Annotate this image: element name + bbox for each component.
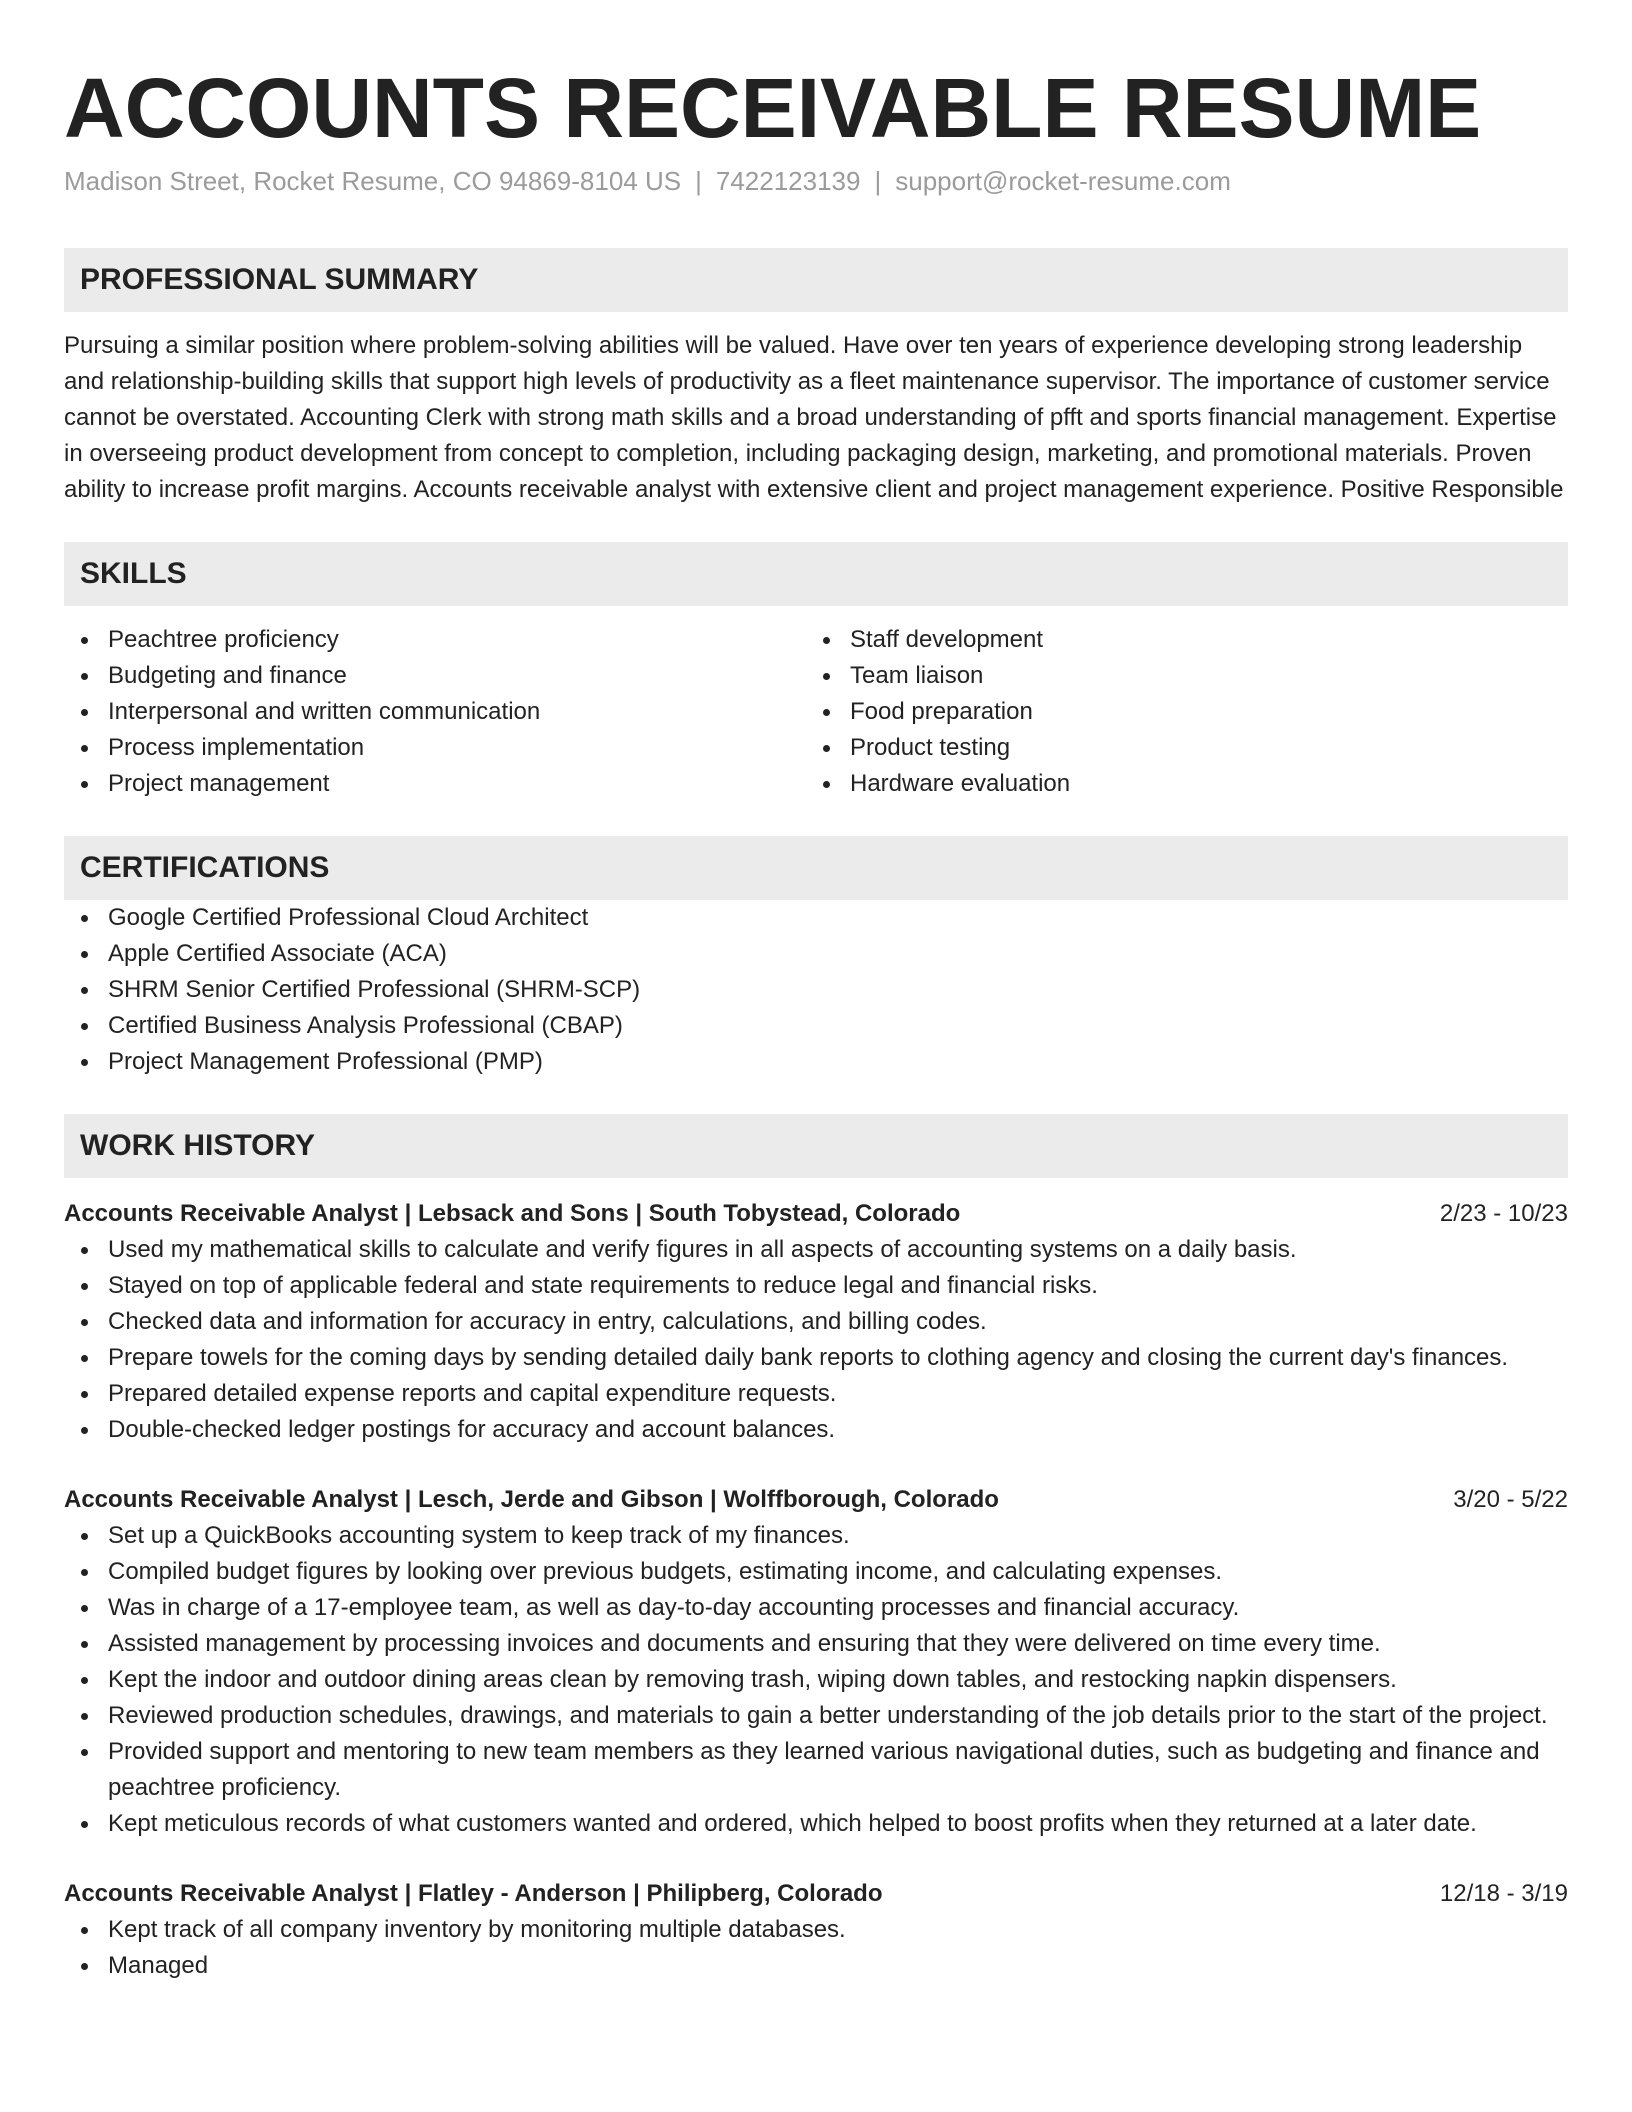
skill-item: Hardware evaluation bbox=[806, 766, 1548, 802]
work-history-section bbox=[64, 1114, 1568, 1984]
job-header bbox=[64, 1196, 1568, 1232]
job-duty-item: Kept track of all company inventory by monitoring multiple databases. bbox=[64, 1912, 1568, 1948]
job-duties-list bbox=[64, 1912, 1568, 1984]
resume-title: ACCOUNTS RECEIVABLE RESUME bbox=[64, 61, 1482, 155]
job-header bbox=[64, 1482, 1568, 1518]
job-dates: 12/18 - 3/19 bbox=[1439, 1880, 1568, 1907]
job-duty-item: Double-checked ledger postings for accuracy and account balances. bbox=[64, 1412, 1568, 1448]
skill-item: Interpersonal and written communication bbox=[64, 694, 806, 730]
certification-item: SHRM Senior Certified Professional (SHRM-SCP) bbox=[64, 972, 1568, 1008]
skill-item: Team liaison bbox=[806, 658, 1548, 694]
skill-item: Product testing bbox=[806, 730, 1548, 766]
section-heading-summary: PROFESSIONAL SUMMARY bbox=[64, 248, 1568, 312]
job-duty-item: Compiled budget figures by looking over previous budgets, estimating income, and calculating expenses. bbox=[64, 1554, 1568, 1590]
summary-text: Pursuing a similar position where problem-solving abilities will be valued. Have over ten years of experience developing strong leadership and relationship-building skills that support high levels of productivity as a fleet maintenance supervisor. The importance of customer service cannot be overstated. Accounting Clerk with strong math skills and a broad understanding of pfft and sports financial management. Expertise in overseeing product development from concept to completion, including packaging design, marketing, and promotional materials. Proven ability to increase profit margins. Accounts receivable analyst with extensive client and project management experience. Positive Responsible bbox=[64, 332, 1564, 503]
skill-item: Budgeting and finance bbox=[64, 658, 806, 694]
certification-item: Apple Certified Associate (ACA) bbox=[64, 936, 1568, 972]
job-dates: 2/23 - 10/23 bbox=[1439, 1200, 1568, 1227]
contact-separator: | bbox=[695, 166, 702, 196]
job-duty-item: Prepare towels for the coming days by sending detailed daily bank reports to clothing agency and closing the current day's finances. bbox=[64, 1340, 1568, 1376]
job-duty-item: Provided support and mentoring to new team members as they learned various navigational duties, such as budgeting and finance and peachtree proficiency. bbox=[64, 1734, 1568, 1806]
skill-item: Peachtree proficiency bbox=[64, 622, 806, 658]
section-heading-work-history: WORK HISTORY bbox=[64, 1114, 1568, 1178]
job-duty-item: Kept the indoor and outdoor dining areas clean by removing trash, wiping down tables, and restocking napkin dispensers. bbox=[64, 1662, 1568, 1698]
job-duty-item: Was in charge of a 17-employee team, as well as day-to-day accounting processes and financial accuracy. bbox=[64, 1590, 1568, 1626]
resume-page bbox=[64, 0, 1568, 1984]
job-duty-item: Stayed on top of applicable federal and state requirements to reduce legal and financial risks. bbox=[64, 1268, 1568, 1304]
job-duty-item: Checked data and information for accuracy in entry, calculations, and billing codes. bbox=[64, 1304, 1568, 1340]
job-entry bbox=[64, 1196, 1568, 1448]
certifications-section bbox=[64, 836, 1568, 1080]
certification-item: Google Certified Professional Cloud Architect bbox=[64, 900, 1568, 936]
section-heading-certifications: CERTIFICATIONS bbox=[64, 836, 1568, 900]
skills-left-column bbox=[64, 622, 806, 802]
job-dates: 3/20 - 5/22 bbox=[1453, 1486, 1568, 1513]
job-entry bbox=[64, 1482, 1568, 1842]
job-duty-item: Prepared detailed expense reports and capital expenditure requests. bbox=[64, 1376, 1568, 1412]
job-entry bbox=[64, 1876, 1568, 1984]
contact-separator: | bbox=[874, 166, 882, 196]
certifications-list bbox=[64, 900, 1568, 1080]
skill-item: Project management bbox=[64, 766, 806, 802]
job-duties-list bbox=[64, 1232, 1568, 1448]
job-duty-item: Assisted management by processing invoices and documents and ensuring that they were delivered on time every time. bbox=[64, 1626, 1568, 1662]
job-title: Accounts Receivable Analyst | Flatley - Anderson | Philipberg, Colorado bbox=[64, 1880, 883, 1907]
skill-item: Staff development bbox=[806, 622, 1548, 658]
certification-item: Certified Business Analysis Professional (CBAP) bbox=[64, 1008, 1568, 1044]
professional-summary-section bbox=[64, 248, 1568, 508]
contact-address: Madison Street, Rocket Resume, CO 94869-8104 US bbox=[64, 166, 682, 196]
skills-right-column bbox=[806, 622, 1548, 802]
certification-item: Project Management Professional (PMP) bbox=[64, 1044, 1568, 1080]
section-heading-skills: SKILLS bbox=[64, 542, 1568, 606]
contact-line bbox=[64, 164, 1568, 198]
job-duty-item: Kept meticulous records of what customers wanted and ordered, which helped to boost profits when they returned at a later date. bbox=[64, 1806, 1568, 1842]
contact-phone: 7422123139 bbox=[715, 166, 861, 196]
skill-item: Process implementation bbox=[64, 730, 806, 766]
job-duty-item: Set up a QuickBooks accounting system to keep track of my finances. bbox=[64, 1518, 1568, 1554]
job-duty-item: Reviewed production schedules, drawings, and materials to gain a better understanding of the job details prior to the start of the project. bbox=[64, 1698, 1568, 1734]
job-title: Accounts Receivable Analyst | Lebsack and Sons | South Tobystead, Colorado bbox=[64, 1200, 961, 1227]
job-duties-list bbox=[64, 1518, 1568, 1842]
job-header bbox=[64, 1876, 1568, 1912]
skills-section bbox=[64, 542, 1568, 802]
skills-grid bbox=[64, 622, 1568, 802]
contact-email: support@rocket-resume.com bbox=[895, 166, 1231, 196]
job-title: Accounts Receivable Analyst | Lesch, Jerde and Gibson | Wolffborough, Colorado bbox=[64, 1486, 999, 1513]
job-duty-item: Used my mathematical skills to calculate and verify figures in all aspects of accounting systems on a daily basis. bbox=[64, 1232, 1568, 1268]
job-duty-item: Managed bbox=[64, 1948, 1568, 1984]
skill-item: Food preparation bbox=[806, 694, 1548, 730]
